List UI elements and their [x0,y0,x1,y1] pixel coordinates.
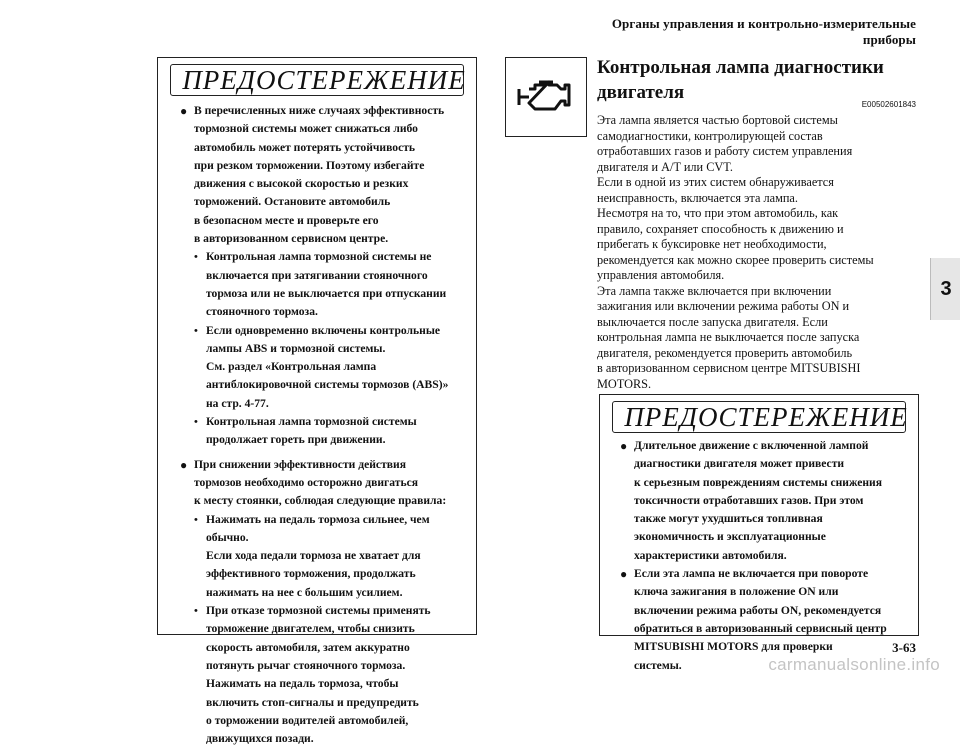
section-text-line: самодиагностики, контролирующей состав [597,128,823,143]
section-text-line: отработавших газов и работу систем управления [597,144,853,158]
warning-text-line: экономичность и эксплуатационные [634,530,826,544]
warning-text-line: эффективного торможения, продолжать [206,567,416,581]
warning-sub-item-content [206,602,431,748]
warning-text-line: потянуть рычаг стояночного тормоза. [206,658,406,672]
section-text-line: MOTORS. [597,376,652,391]
warning-sub-item-content [206,413,417,450]
warning-item-content [634,437,882,565]
warning-text-line: Если хода педали тормоза не хватает для [206,549,421,563]
section-text-line: зажигания или включении режима работы ON и [597,299,850,313]
section-text-line: Эта лампа также включается при включении [597,283,832,298]
warning-text-line: продолжает гореть при движении. [206,433,386,447]
bullet-icon: ● [180,457,188,472]
chapter-tab [930,258,960,320]
warning-text-line: ключа зажигания в положение ON или [634,585,839,599]
warning-text-line: системы. [634,658,682,672]
warning-text-line: лампы ABS и тормозной системы. [206,341,386,355]
sub-bullet-icon: • [194,251,198,264]
warning-text-line: тормоза или не выключается при отпускании [206,286,447,300]
warning-text-line: Если эта лампа не включается при повороте [634,567,869,581]
warning-text-line: тормозной системы может снижаться либо [194,122,418,136]
warning-sub-item-content [206,511,430,602]
warning-sub-list [194,511,446,748]
warning-text-line: включении режима работы ON, рекомендуется [634,603,882,617]
warning-item-content [194,456,446,748]
warning-text-line: диагностики двигателя может привести [634,457,845,471]
warning-text-line: движения с высокой скоростью и резких [194,177,409,191]
bullet-icon: ● [620,567,628,582]
warning-text-line: Длительное движение с включенной лампой [634,439,869,452]
section-text-line: выключается после запуска двигателя. Если [597,314,828,329]
section-body [597,113,919,392]
warning-text-line: тормозов необходимо осторожно двигаться [194,475,419,489]
section-text-line: контрольная лампа не выключается после запуска [597,330,860,344]
watermark: carmanualsonline.info [768,655,940,674]
section-text-line: рекомендуется как можно скорее проверить системы [597,252,874,267]
section-title-line: Контрольная лампа диагностики [597,57,884,78]
section-text-line: управления автомобиля. [597,268,725,282]
warning-text-line: характеристики автомобиля. [634,548,787,562]
section-code: E00502601843 [861,100,916,109]
warning-sub-item-content [206,248,446,321]
section-text-line: двигателя и A/T или CVT. [597,159,733,174]
warning-text-line: скорость автомобиля, затем аккуратно [206,640,410,654]
chapter-number: 3 [940,278,952,300]
sub-bullet-icon: • [194,324,198,337]
warning-text-line: антиблокировочной системы тормозов (ABS)» [206,378,449,392]
section-text-line: неисправность, включается эта лампа. [597,190,798,205]
warning-text-line: к месту стоянки, соблюдая следующие правила: [194,494,447,508]
warning-text-line: См. раздел «Контрольная лампа [206,360,377,374]
warning-item [180,102,466,450]
warning-sub-item [194,413,448,450]
sub-bullet-icon: • [194,605,198,618]
warning-sub-list [194,248,448,449]
warning-text-line: При снижении эффективности действия [194,457,406,471]
warning-item [180,456,466,748]
warning-text-line: стояночного тормоза. [206,305,318,319]
warning-text-line: Если одновременно включены контрольные [206,323,441,337]
bullet-icon: ● [180,104,188,118]
warning-text-line: В перечисленных ниже случаях эффективность [194,104,445,117]
bullet-icon: ● [620,439,628,453]
warning-sub-item [194,602,446,748]
section-title-line: двигателя [597,82,685,103]
warning-text-line: автомобиль может потерять устойчивость [194,140,416,154]
warning-item-content [194,102,448,450]
warning-title-text: ПРЕДОСТЕРЕЖЕНИЕ [182,64,466,95]
warning-text-line: токсичности отработавших газов. При этом [634,493,864,507]
sub-bullet-icon: • [194,416,198,429]
warning-text-line: MITSUBISHI MOTORS для проверки [634,640,833,654]
warning-text-line: Нажимать на педаль тормоза сильнее, чем [206,512,430,526]
warning-text-line: торможение двигателем, чтобы снизить [206,622,415,636]
warning-sub-item-content [206,322,448,413]
sub-bullet-icon: • [194,513,198,526]
warning-text-line: Контрольная лампа тормозной системы не [206,250,432,264]
warning-text-line: При отказе тормозной системы применять [206,604,431,618]
warning-text-line: на стр. 4-77. [206,396,269,410]
warning-sub-item [194,322,448,413]
warning-title [612,401,906,433]
warning-text-line: Контрольная лампа тормозной системы [206,415,417,429]
warning-text-line: движущихся позади. [206,732,314,746]
warning-text-line: к серьезным повреждениям системы снижения [634,475,883,489]
section-text-line: правило, сохраняет способность к движению и [597,221,844,236]
section-text-line: Если в одной из этих систем обнаруживается [597,175,834,189]
section-text-line: Несмотря на то, что при этом автомобиль, как [597,206,839,220]
warning-text-line: нажимать на нее с большим усилием. [206,585,403,599]
check-engine-icon-box [505,57,587,137]
section-title [597,55,917,105]
check-engine-icon [515,77,577,117]
warning-text-line: в авторизованном сервисном центре. [194,232,389,246]
section-text-line: Эта лампа является частью бортовой системы [597,113,838,127]
page-number: 3-63 [892,640,916,655]
warning-title [170,64,464,96]
section-text-line: двигателя, рекомендуется проверить автомобиль [597,345,853,360]
warning-title-text: ПРЕДОСТЕРЕЖЕНИЕ [624,401,908,432]
warning-text-line: при резком торможении. Поэтому избегайте [194,158,425,172]
warning-body [180,102,466,748]
warning-text-line: включить стоп-сигналы и предупредить [206,695,419,709]
warning-sub-item [194,511,446,602]
warning-text-line: обратиться в авторизованный сервисный центр [634,621,887,635]
warning-text-line: также могут ухудшиться топливная [634,512,823,526]
warning-item [620,437,908,565]
warning-box-brakes [157,57,477,746]
warning-text-line: в безопасном месте и проверьте его [194,213,379,227]
warning-text-line: обычно. [206,530,249,544]
warning-text-line: включается при затягивании стояночного [206,268,428,282]
page-header-title: Органы управления и контрольно-измерительные приборы [611,16,916,47]
section-text-line: в авторизованном сервисном центре MITSUBISHI [597,361,861,375]
warning-sub-item [194,248,448,321]
section-text-line: прибегать к буксировке нет необходимости, [597,237,827,251]
warning-text-line: Нажимать на педаль тормоза, чтобы [206,677,399,691]
warning-text-line: о торможении водителей автомобилей, [206,713,409,727]
warning-text-line: торможений. Остановите автомобиль [194,195,391,209]
